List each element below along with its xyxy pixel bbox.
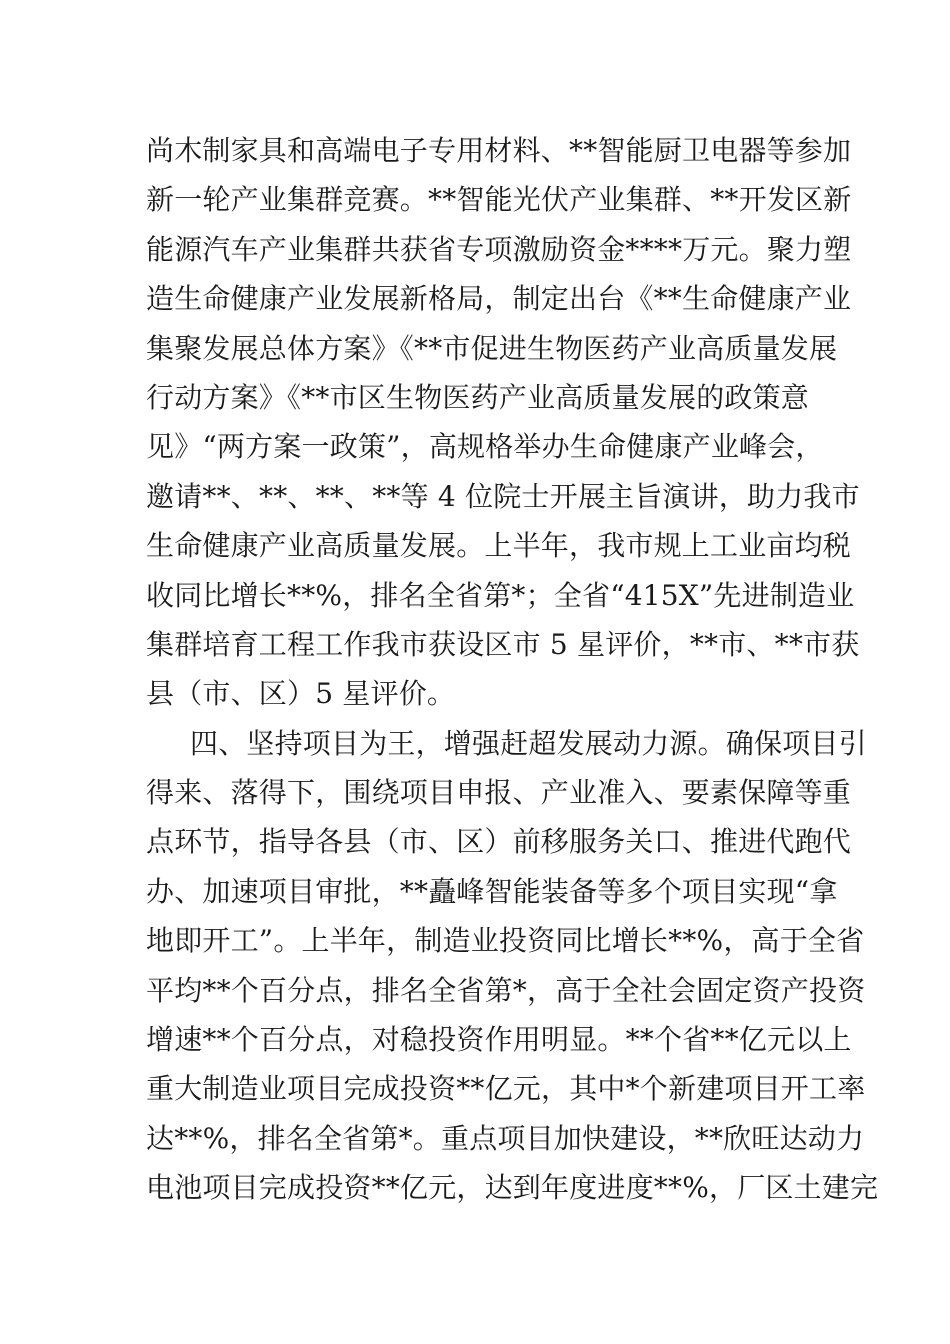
document-body — [146, 126, 879, 1213]
text-line: 地即开工”。上半年，制造业投资同比增长**%，高于全省 — [146, 924, 865, 958]
text-line: 行动方案》《**市区生物医药产业高质量发展的政策意 — [146, 380, 810, 414]
text-line: 重大制造业项目完成投资**亿元，其中*个新建项目开工率 — [146, 1072, 866, 1106]
text-line: 办、加速项目审批，**矗峰智能装备等多个项目实现“拿 — [146, 874, 838, 908]
text-line: 集聚发展总体方案》《**市促进生物医药产业高质量发展 — [146, 331, 838, 365]
text-line: 尚木制家具和高端电子专用材料、**智能厨卫电器等参加 — [146, 134, 852, 167]
text-line: 电池项目完成投资**亿元，达到年度进度**%，厂区土建完 — [146, 1171, 879, 1205]
text-line: 增速**个百分点，对稳投资作用明显。**个省**亿元以上 — [146, 1023, 852, 1057]
paragraph-section-four — [146, 719, 879, 1213]
text-line: 达**%，排名全省第*。重点项目加快建设，**欣旺达动力 — [146, 1121, 865, 1155]
text-line: 集群培育工程工作我市获设区市 5 星评价，**市、**市获 — [146, 627, 860, 661]
text-line: 能源汽车产业集群共获省专项激励资金****万元。聚力塑 — [146, 232, 852, 266]
text-line: 见》“两方案一政策”，高规格举办生命健康产业峰会， — [146, 430, 824, 464]
text-line: 新一轮产业集群竞赛。**智能光伏产业集群、**开发区新 — [146, 183, 852, 217]
text-line: 点环节，指导各县（市、区）前移服务关口、推进代跑代 — [146, 825, 852, 859]
text-line: 邀请**、**、**、**等 4 位院士开展主旨演讲，助力我市 — [146, 479, 860, 513]
text-line: 四、坚持项目为王，增强赶超发展动力源。确保项目引 — [190, 726, 867, 760]
text-line: 县（市、区）5 星评价。 — [146, 677, 456, 711]
paragraph-continuation — [146, 126, 860, 719]
text-line: 生命健康产业高质量发展。上半年，我市规上工业亩均税 — [146, 529, 852, 563]
text-line: 造生命健康产业发展新格局，制定出台《**生命健康产业 — [146, 282, 852, 316]
text-line: 平均**个百分点，排名全省第*，高于全社会固定资产投资 — [146, 973, 866, 1007]
text-line: 收同比增长**%，排名全省第*；全省“415X”先进制造业 — [146, 578, 855, 612]
text-line: 得来、落得下，围绕项目申报、产业准入、要素保障等重 — [146, 776, 852, 810]
